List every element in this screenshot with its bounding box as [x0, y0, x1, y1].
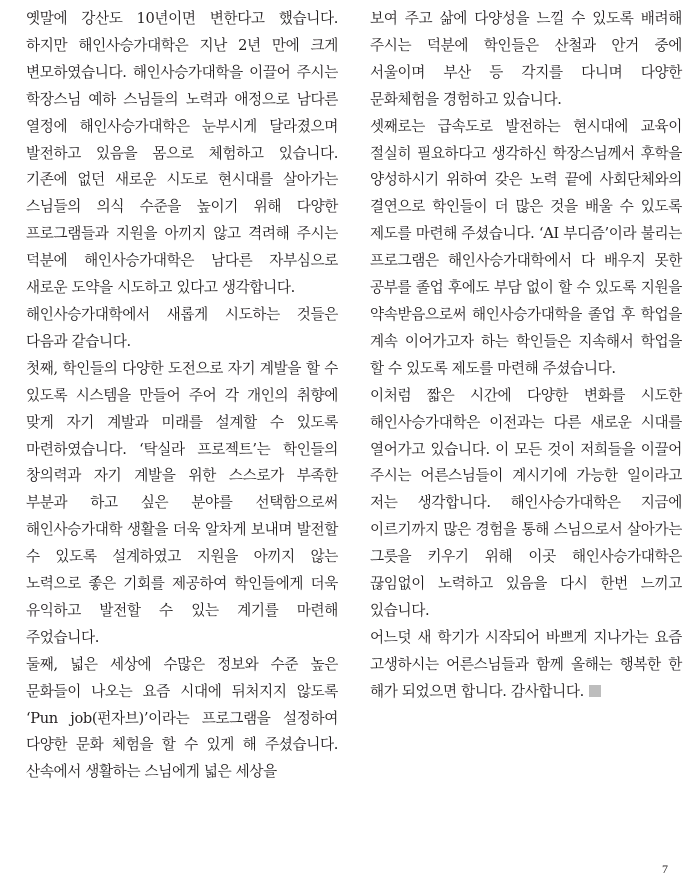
page-number: 7 [662, 862, 668, 876]
paragraph-third: 셋째로는 급속도로 발전하는 현시대에 교육이 절실히 필요하다고 생각하신 학장스님께서 후학을 양성하시기 위하여 갖은 노력 끝에 사회단체와의 결연으로 학인들이 더 많은 것을 배울 수 있도록 제도를 마련해 주셨습니다. ‘AI 부디즘’이라 불리는 프로그램은 해인사승가대학에서 다 배우지 못한 공부를 졸업 후에도 부담 없이 할 수 있도록 지원을 약속받음으로써 해인사승가대학을 졸업 후 학업을 계속 이어가고자 하는 학인들은 지속해서 학업을 할 수 있도록 제도를 마련해 주셨습니다. [370, 117, 682, 377]
square-end-mark-icon [589, 685, 601, 697]
paragraph-first: 첫째, 학인들의 다양한 도전으로 자기 계발을 할 수 있도록 시스템을 만들어 주어 각 개인의 취향에 맞게 자기 계발과 미래를 설계할 수 있도록 마련하였습니다. ‘탁실라 프로젝트’는 학인들의 창의력과 자기 계발을 위한 스스로가 부족한 부분과 하고 싶은 분야를 선택함으로써 해인사승가대학 생활을 더욱 알차게 보내며 발전할 수 있도록 설계하였고 지원을 아끼지 않는 노력으로 좋은 기회를 제공하여 학인들에게 더욱 유익하고 발전할 수 있는 계기를 마련해 주었습니다. [26, 359, 338, 646]
right-column [370, 6, 682, 706]
paragraph-intro: 옛말에 강산도 10년이면 변한다고 했습니다. 하지만 해인사승가대학은 지난 2년 만에 크게 변모하였습니다. 해인사승가대학을 이끌어 주시는 학장스님 예하 스님들의 노력과 애정으로 남다른 열정에 해인사승가대학은 눈부시게 달라졌으며 발전하고 있음을 몸으로 체험하고 있습니다. 기존에 없던 새로운 시도로 현시대를 살아가는 스님들의 의식 수준을 높이기 위해 다양한 프로그램들과 지원을 아끼지 않고 격려해 주시는 덕분에 해인사승가대학은 남다른 자부심으로 새로운 도약을 시도하고 있다고 생각합니다. [26, 10, 338, 297]
left-column [26, 6, 338, 786]
paragraph-second-continued: 보여 주고 삶에 다양성을 느낄 수 있도록 배려해 주시는 덕분에 학인들은 산철과 안거 중에 서울이며 부산 등 각지를 다니며 다양한 문화체험을 경험하고 있습니다. [370, 10, 682, 108]
paragraph-second: 둘째, 넓은 세상에 수많은 정보와 수준 높은 문화들이 나오는 요즘 시대에 뒤처지지 않도록 ‘Pun job(펀자브)’이라는 프로그램을 설정하여 다양한 문화 체험을 할 수 있게 해 주셨습니다. 산속에서 생활하는 스님에게 넓은 세상을 [26, 655, 338, 781]
closing-text: 어느덧 새 학기가 시작되어 바쁘게 지나가는 요즘 고생하시는 어른스님들과 함께 올해는 행복한 한 해가 되었으면 합니다. 감사합니다. [370, 628, 682, 700]
paragraph-new-attempts: 해인사승가대학에서 새롭게 시도하는 것들은 다음과 같습니다. [26, 305, 338, 350]
paragraph-conclusion: 이처럼 짧은 시간에 다양한 변화를 시도한 해인사승가대학은 이전과는 다른 새로운 시대를 열어가고 있습니다. 이 모든 것이 저희들을 이끌어 주시는 어른스님들이 계시기에 가능한 일이라고 저는 생각합니다. 해인사승가대학은 지금에 이르기까지 많은 경험을 통해 스님으로서 살아가는 그릇을 키우기 위해 이곳 해인사승가대학은 끊임없이 노력하고 있음을 다시 한번 느끼고 있습니다. [370, 386, 682, 619]
paragraph-closing [370, 625, 682, 706]
